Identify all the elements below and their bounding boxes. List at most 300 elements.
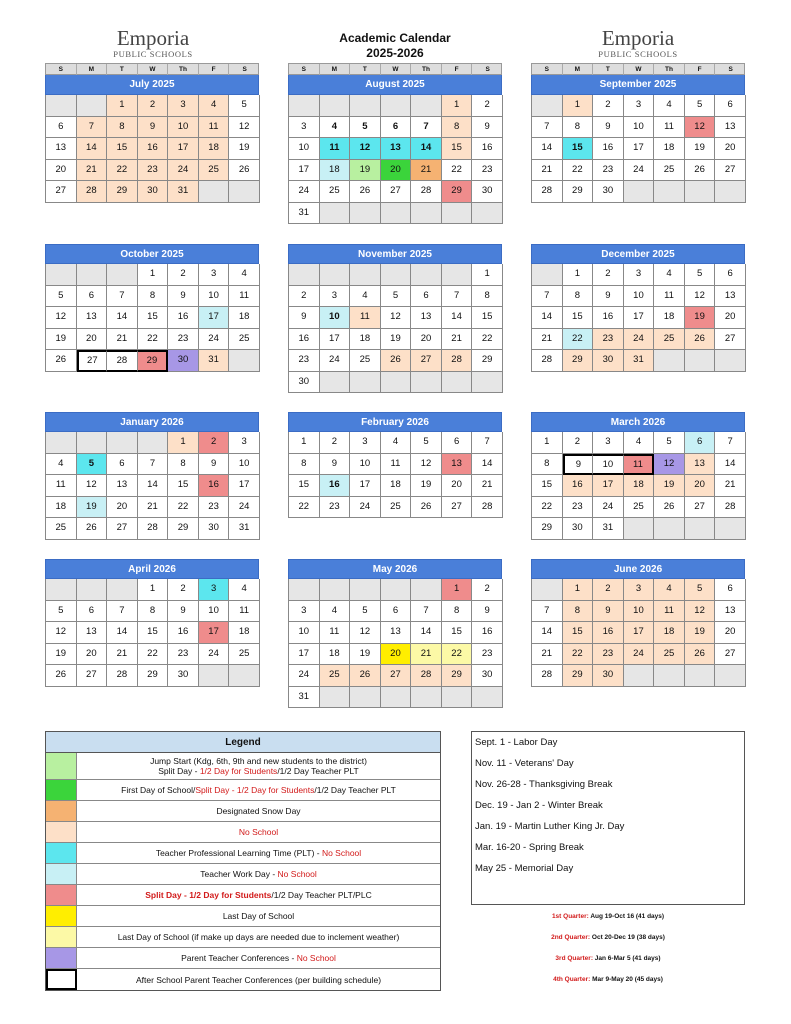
blank-cell (199, 181, 230, 203)
day-cell: 15 (472, 307, 503, 329)
blank-cell (532, 579, 563, 601)
day-cell: 10 (199, 286, 230, 308)
blank-cell (320, 579, 351, 601)
day-cell: 5 (685, 95, 716, 117)
legend-row-last-day-makeup: Last Day of School (if make up days are needed due to inclement weather) (46, 927, 440, 948)
legend-row-work-day: Teacher Work Day - No School (46, 864, 440, 885)
day-cell: 10 (229, 454, 260, 476)
month-title: June 2026 (531, 559, 745, 579)
day-cell: 31 (199, 350, 230, 372)
blank-cell (715, 350, 746, 372)
day-cell: 26 (46, 665, 77, 687)
day-cell: 7 (442, 286, 473, 308)
day-cell: 16 (199, 475, 230, 497)
day-cell: 31 (289, 687, 320, 709)
day-cell: 23 (138, 160, 169, 182)
day-cell: 17 (199, 622, 230, 644)
weekday-label: Th (168, 64, 199, 75)
day-cell: 14 (472, 454, 503, 476)
day-cell: 23 (289, 350, 320, 372)
day-cell: 21 (411, 644, 442, 666)
logo-left (98, 28, 208, 59)
day-cell: 3 (289, 117, 320, 139)
day-cell: 8 (168, 454, 199, 476)
weekday-label: F (685, 64, 716, 75)
day-cell: 6 (381, 117, 412, 139)
day-cell: 17 (624, 138, 655, 160)
day-cell: 7 (715, 432, 746, 454)
day-cell: 19 (46, 644, 77, 666)
weekday-label: M (320, 64, 351, 75)
legend (45, 731, 441, 991)
legend-row-split-day: Split Day - 1/2 Day for Students/1/2 Day Teacher PLT/PLC (46, 885, 440, 906)
day-cell: 16 (320, 475, 351, 497)
day-cell: 7 (411, 117, 442, 139)
day-cell: 1 (442, 579, 473, 601)
day-cell: 30 (199, 518, 230, 540)
day-cell: 13 (77, 622, 108, 644)
day-cell: 10 (624, 117, 655, 139)
day-cell: 1 (107, 95, 138, 117)
day-cell: 18 (320, 160, 351, 182)
legend-swatch (46, 864, 77, 884)
day-cell: 21 (107, 644, 138, 666)
day-cell: 22 (138, 329, 169, 351)
day-cell: 30 (138, 181, 169, 203)
day-cell: 11 (320, 622, 351, 644)
day-cell: 10 (624, 286, 655, 308)
blank-cell (532, 95, 563, 117)
weekday-label: S (485, 66, 490, 73)
day-cell: 17 (624, 307, 655, 329)
weekday-label: M (563, 64, 594, 75)
holiday-item: Jan. 19 - Martin Luther King Jr. Day (475, 821, 625, 832)
day-cell: 28 (411, 665, 442, 687)
month-august-2025 (288, 63, 502, 224)
title-line-1: Academic Calendar (339, 31, 451, 45)
quarter-item: 1st Quarter: Aug 19-Oct 16 (41 days) (551, 913, 665, 920)
blank-cell (654, 665, 685, 687)
day-cell: 27 (411, 350, 442, 372)
day-cell: 7 (532, 286, 563, 308)
day-cell: 4 (624, 432, 655, 454)
day-cell: 29 (107, 181, 138, 203)
day-cell: 24 (320, 350, 351, 372)
day-cell: 21 (442, 329, 473, 351)
day-cell: 15 (563, 138, 594, 160)
day-cell: 4 (46, 454, 77, 476)
day-cell: 2 (563, 432, 594, 454)
day-cell: 13 (715, 601, 746, 623)
day-cell: 3 (168, 95, 199, 117)
blank-cell (654, 518, 685, 540)
day-cell: 27 (715, 160, 746, 182)
day-cell: 25 (46, 518, 77, 540)
blank-cell (138, 432, 169, 454)
day-cell: 2 (199, 432, 230, 454)
day-cell: 21 (715, 475, 746, 497)
day-cell: 31 (593, 518, 624, 540)
day-cell: 28 (532, 181, 563, 203)
blank-cell (381, 372, 412, 394)
blank-cell (442, 372, 473, 394)
day-cell: 6 (715, 264, 746, 286)
weekday-label: S (242, 66, 247, 73)
day-cell: 16 (472, 138, 503, 160)
day-cell: 27 (77, 350, 108, 372)
day-cell: 22 (472, 329, 503, 351)
day-cell: 26 (350, 665, 381, 687)
day-cell: 3 (624, 579, 655, 601)
legend-row-plt: Teacher Professional Learning Time (PLT) - No School (46, 843, 440, 864)
weekday-label: T (107, 64, 138, 75)
legend-row-no-school: No School (46, 822, 440, 843)
holiday-list (471, 731, 745, 905)
day-cell: 30 (593, 350, 624, 372)
day-cell: 25 (229, 644, 260, 666)
month-grid (531, 264, 745, 372)
legend-swatch (46, 822, 77, 842)
month-title: October 2025 (45, 244, 259, 264)
day-cell: 23 (593, 160, 624, 182)
day-cell: 16 (168, 622, 199, 644)
day-cell: 7 (532, 117, 563, 139)
day-cell: 30 (168, 350, 199, 372)
day-cell: 22 (442, 160, 473, 182)
day-cell: 19 (46, 329, 77, 351)
weekday-label: W (381, 64, 412, 75)
day-cell: 10 (289, 138, 320, 160)
weekday-label: Th (411, 64, 442, 75)
legend-swatch (46, 927, 77, 947)
day-cell: 6 (46, 117, 77, 139)
day-cell: 23 (593, 644, 624, 666)
day-cell: 12 (685, 286, 716, 308)
day-cell: 1 (168, 432, 199, 454)
day-cell: 21 (532, 644, 563, 666)
day-cell: 6 (381, 601, 412, 623)
day-cell: 11 (320, 138, 351, 160)
legend-swatch (46, 843, 77, 863)
day-cell: 8 (289, 454, 320, 476)
day-cell: 6 (77, 286, 108, 308)
day-cell: 25 (320, 665, 351, 687)
day-cell: 3 (320, 286, 351, 308)
weekday-header (288, 63, 502, 75)
day-cell: 4 (654, 579, 685, 601)
legend-swatch (46, 885, 77, 905)
day-cell: 26 (685, 329, 716, 351)
day-cell: 5 (381, 286, 412, 308)
day-cell: 19 (685, 307, 716, 329)
day-cell: 28 (472, 497, 503, 519)
day-cell: 16 (593, 622, 624, 644)
day-cell: 18 (654, 622, 685, 644)
day-cell: 8 (138, 286, 169, 308)
blank-cell (411, 687, 442, 709)
day-cell: 24 (624, 160, 655, 182)
month-title: November 2025 (288, 244, 502, 264)
day-cell: 18 (320, 644, 351, 666)
day-cell: 15 (107, 138, 138, 160)
day-cell: 7 (77, 117, 108, 139)
holiday-item: Dec. 19 - Jan 2 - Winter Break (475, 800, 603, 811)
day-cell: 2 (472, 579, 503, 601)
blank-cell (411, 264, 442, 286)
day-cell: 28 (411, 181, 442, 203)
day-cell: 19 (381, 329, 412, 351)
day-cell: 14 (107, 622, 138, 644)
day-cell: 7 (107, 601, 138, 623)
day-cell: 30 (472, 181, 503, 203)
blank-cell (411, 203, 442, 225)
blank-cell (381, 264, 412, 286)
title-line-2: 2025-2026 (366, 46, 424, 60)
day-cell: 19 (685, 622, 716, 644)
day-cell: 24 (289, 665, 320, 687)
day-cell: 13 (715, 286, 746, 308)
blank-cell (654, 350, 685, 372)
day-cell: 15 (168, 475, 199, 497)
day-cell: 20 (685, 475, 716, 497)
day-cell: 1 (563, 95, 594, 117)
blank-cell (289, 95, 320, 117)
day-cell: 4 (320, 601, 351, 623)
day-cell: 12 (77, 475, 108, 497)
day-cell: 16 (563, 475, 594, 497)
logo-right (583, 28, 693, 59)
blank-cell (685, 350, 716, 372)
blank-cell (46, 579, 77, 601)
day-cell: 8 (532, 454, 563, 476)
day-cell: 19 (685, 138, 716, 160)
day-cell: 26 (654, 497, 685, 519)
day-cell: 7 (411, 601, 442, 623)
day-cell: 17 (350, 475, 381, 497)
day-cell: 1 (138, 264, 169, 286)
day-cell: 28 (138, 518, 169, 540)
month-title: April 2026 (45, 559, 259, 579)
day-cell: 14 (532, 138, 563, 160)
day-cell: 31 (168, 181, 199, 203)
day-cell: 4 (350, 286, 381, 308)
day-cell: 18 (654, 138, 685, 160)
day-cell: 10 (168, 117, 199, 139)
holiday-item: May 25 - Memorial Day (475, 863, 574, 874)
day-cell: 24 (624, 329, 655, 351)
legend-swatch (46, 948, 77, 968)
day-cell: 5 (77, 454, 108, 476)
day-cell: 4 (654, 264, 685, 286)
blank-cell (532, 264, 563, 286)
day-cell: 21 (472, 475, 503, 497)
weekday-label: F (442, 64, 473, 75)
weekday-label: M (77, 64, 108, 75)
day-cell: 31 (624, 350, 655, 372)
logo-subtitle: PUBLIC SCHOOLS (113, 49, 193, 59)
day-cell: 4 (320, 117, 351, 139)
month-june-2026 (531, 559, 745, 687)
day-cell: 20 (411, 329, 442, 351)
day-cell: 15 (442, 622, 473, 644)
day-cell: 16 (472, 622, 503, 644)
month-grid (531, 432, 745, 540)
day-cell: 23 (593, 329, 624, 351)
quarter-item: 4th Quarter: Mar 9-May 20 (45 days) (553, 976, 663, 983)
day-cell: 5 (350, 601, 381, 623)
weekday-label: F (199, 64, 230, 75)
blank-cell (624, 181, 655, 203)
day-cell: 20 (77, 329, 108, 351)
day-cell: 24 (593, 497, 624, 519)
day-cell: 3 (199, 264, 230, 286)
day-cell: 3 (229, 432, 260, 454)
day-cell: 12 (350, 622, 381, 644)
day-cell: 28 (107, 665, 138, 687)
day-cell: 14 (532, 622, 563, 644)
blank-cell (46, 264, 77, 286)
day-cell: 29 (563, 181, 594, 203)
day-cell: 25 (381, 497, 412, 519)
day-cell: 9 (593, 601, 624, 623)
day-cell: 15 (138, 622, 169, 644)
weekday-label: T (350, 64, 381, 75)
month-january-2026 (45, 412, 259, 540)
day-cell: 18 (229, 307, 260, 329)
month-may-2026 (288, 559, 502, 708)
day-cell: 1 (289, 432, 320, 454)
day-cell: 5 (685, 264, 716, 286)
day-cell: 21 (107, 329, 138, 351)
month-title: February 2026 (288, 412, 502, 432)
day-cell: 14 (411, 138, 442, 160)
day-cell: 10 (350, 454, 381, 476)
day-cell: 24 (168, 160, 199, 182)
day-cell: 2 (320, 432, 351, 454)
blank-cell (685, 181, 716, 203)
day-cell: 7 (138, 454, 169, 476)
day-cell: 8 (563, 286, 594, 308)
day-cell: 24 (199, 644, 230, 666)
day-cell: 18 (381, 475, 412, 497)
day-cell: 29 (442, 181, 473, 203)
day-cell: 27 (442, 497, 473, 519)
day-cell: 9 (168, 601, 199, 623)
day-cell: 12 (46, 622, 77, 644)
day-cell: 13 (442, 454, 473, 476)
month-july-2025 (45, 63, 259, 203)
day-cell: 8 (442, 117, 473, 139)
day-cell: 15 (289, 475, 320, 497)
month-april-2026 (45, 559, 259, 687)
day-cell: 18 (46, 497, 77, 519)
weekday-label: S (46, 64, 77, 75)
day-cell: 26 (411, 497, 442, 519)
day-cell: 9 (138, 117, 169, 139)
month-october-2025 (45, 244, 259, 372)
month-february-2026 (288, 412, 502, 518)
day-cell: 25 (320, 181, 351, 203)
blank-cell (654, 181, 685, 203)
day-cell: 25 (654, 329, 685, 351)
day-cell: 17 (624, 622, 655, 644)
day-cell: 17 (289, 160, 320, 182)
day-cell: 16 (168, 307, 199, 329)
day-cell: 23 (472, 160, 503, 182)
day-cell: 21 (532, 160, 563, 182)
day-cell: 3 (289, 601, 320, 623)
day-cell: 11 (654, 117, 685, 139)
month-grid (531, 95, 745, 203)
blank-cell (107, 432, 138, 454)
day-cell: 29 (563, 350, 594, 372)
day-cell: 30 (168, 665, 199, 687)
day-cell: 8 (563, 601, 594, 623)
day-cell: 22 (289, 497, 320, 519)
day-cell: 17 (593, 475, 624, 497)
day-cell: 4 (199, 95, 230, 117)
day-cell: 13 (381, 622, 412, 644)
day-cell: 21 (77, 160, 108, 182)
day-cell: 11 (381, 454, 412, 476)
day-cell: 8 (138, 601, 169, 623)
day-cell: 23 (168, 644, 199, 666)
day-cell: 5 (411, 432, 442, 454)
blank-cell (320, 264, 351, 286)
day-cell: 22 (442, 644, 473, 666)
day-cell: 30 (289, 372, 320, 394)
month-december-2025 (531, 244, 745, 372)
day-cell: 12 (654, 454, 685, 476)
blank-cell (442, 264, 473, 286)
day-cell: 18 (350, 329, 381, 351)
page-title (330, 31, 460, 61)
day-cell: 24 (624, 644, 655, 666)
holiday-item: Mar. 16-20 - Spring Break (475, 842, 584, 853)
logo-wordmark: Emporia (601, 26, 675, 50)
day-cell: 21 (138, 497, 169, 519)
day-cell: 8 (442, 601, 473, 623)
blank-cell (77, 432, 108, 454)
day-cell: 31 (229, 518, 260, 540)
blank-cell (229, 350, 260, 372)
blank-cell (320, 95, 351, 117)
day-cell: 3 (624, 95, 655, 117)
day-cell: 9 (168, 286, 199, 308)
day-cell: 15 (532, 475, 563, 497)
day-cell: 10 (593, 454, 624, 476)
day-cell: 20 (46, 160, 77, 182)
day-cell: 3 (199, 579, 230, 601)
day-cell: 10 (624, 601, 655, 623)
blank-cell (77, 579, 108, 601)
day-cell: 14 (442, 307, 473, 329)
day-cell: 27 (381, 181, 412, 203)
day-cell: 29 (563, 665, 594, 687)
blank-cell (685, 518, 716, 540)
month-grid (45, 95, 259, 203)
legend-row-snow-day: Designated Snow Day (46, 801, 440, 822)
blank-cell (46, 95, 77, 117)
day-cell: 11 (654, 601, 685, 623)
legend-row-jump-start: Jump Start (Kdg, 6th, 9th and new students to the district) Split Day - 1/2 Day for Students/1/2 Day Teacher PLT (46, 753, 440, 780)
day-cell: 11 (229, 286, 260, 308)
day-cell: 20 (715, 307, 746, 329)
day-cell: 11 (654, 286, 685, 308)
month-grid (288, 264, 502, 393)
blank-cell (199, 665, 230, 687)
day-cell: 1 (138, 579, 169, 601)
